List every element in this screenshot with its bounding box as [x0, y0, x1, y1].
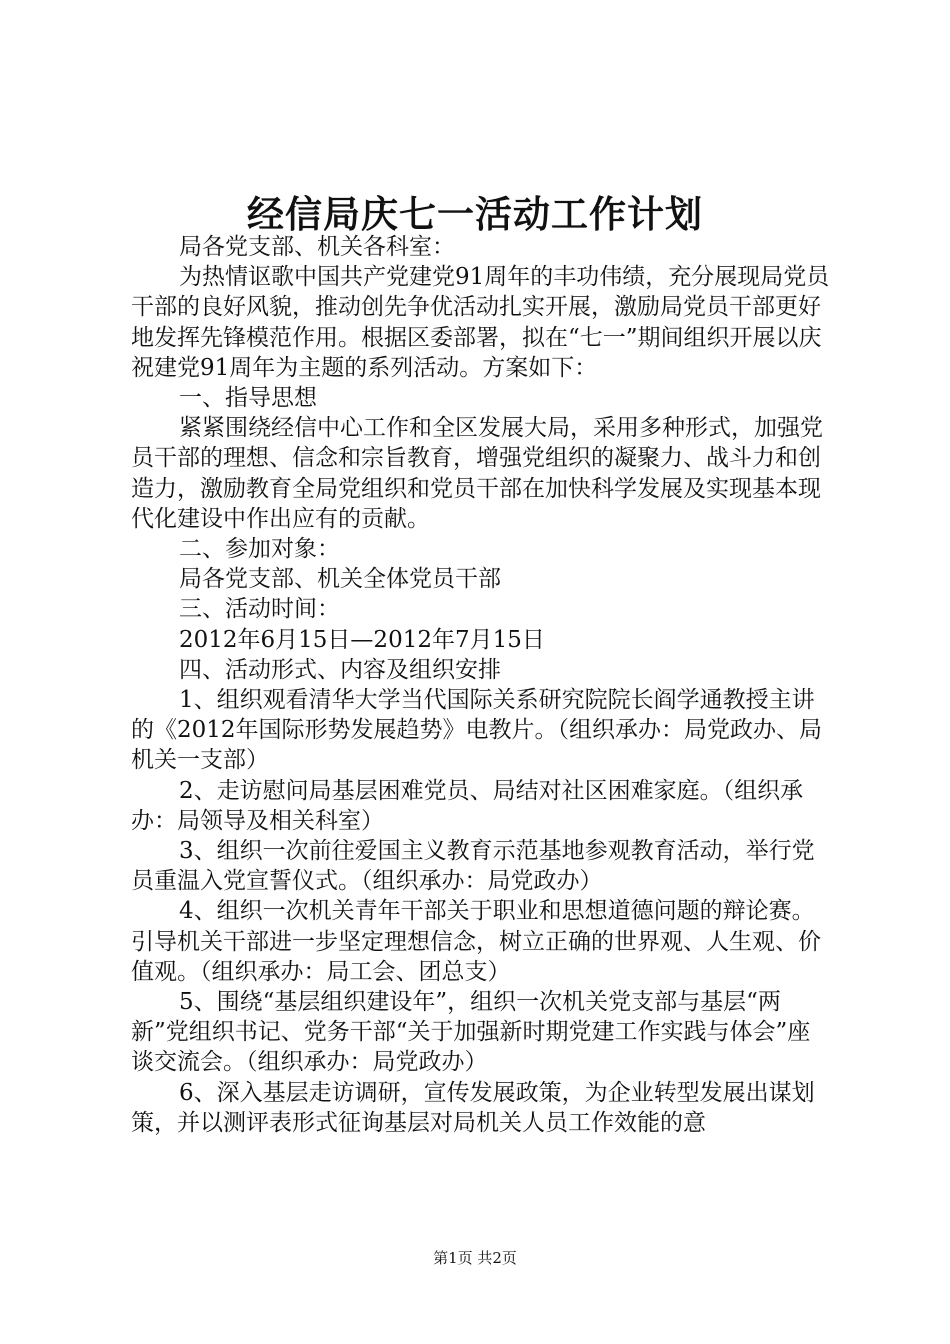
document-title: 经信局庆七一活动工作计划: [247, 192, 703, 236]
guiding-ideology-paragraph: 紧紧围绕经信中心工作和全区发展大局，采用多种形式，加强党员干部的理想、信念和宗旨教育，增强党组织的凝聚力、战斗力和创造力，激励教育全局党组织和党员干部在加快科学发展及实现基本现代化建设中作出应有的贡献。: [131, 415, 823, 532]
activity-item-6: 6、深入基层走访调研，宣传发展政策，为企业转型发展出谋划策，并以测评表形式征询基层对局机关人员工作效能的意: [131, 1079, 815, 1136]
section-heading-participants: 二、参加对象：: [179, 536, 340, 563]
section-heading-activity-form: 四、活动形式、内容及组织安排: [179, 656, 501, 683]
salutation: 局各党支部、机关各科室：: [179, 234, 455, 260]
activity-time-paragraph: 2012年6月15日—2012年7月15日: [179, 626, 545, 653]
document-body: [131, 232, 831, 1138]
section-heading-guiding-ideology: 一、指导思想: [179, 385, 317, 412]
page-footer: 第1页 共2页: [433, 1249, 517, 1267]
activity-item-2: 2、走访慰问局基层困难党员、局结对社区困难家庭。（组织承办：局领导及相关科室）: [131, 777, 804, 834]
intro-paragraph: 为热情讴歌中国共产党建党91周年的丰功伟绩，充分展现局党员干部的良好风貌，推动创先争优活动扎实开展，激励局党员干部更好地发挥先锋模范作用。根据区委部署，拟在“七一”期间组织开展以庆祝建党91周年为主题的系列活动。方案如下：: [131, 264, 830, 381]
activity-item-5: 5、围绕“基层组织建设年”，组织一次机关党支部与基层“两新”党组织书记、党务干部“关于加强新时期党建工作实践与体会”座谈交流会。（组织承办：局党政办）: [131, 989, 811, 1076]
participants-paragraph: 局各党支部、机关全体党员干部: [179, 566, 501, 593]
activity-item-4: 4、组织一次机关青年干部关于职业和思想道德问题的辩论赛。引导机关干部进一步坚定理想信念，树立正确的世界观、人生观、价值观。（组织承办：局工会、团总支）: [131, 898, 821, 985]
section-heading-activity-time: 三、活动时间：: [179, 596, 340, 623]
activity-item-1: 1、组织观看清华大学当代国际关系研究院院长阎学通教授主讲的《2012年国际形势发展趋势》电教片。（组织承办：局党政办、局机关一支部）: [131, 687, 823, 774]
activity-item-3: 3、组织一次前往爱国主义教育示范基地参观教育活动，举行党员重温入党宣誓仪式。（组织承办：局党政办）: [131, 838, 815, 895]
